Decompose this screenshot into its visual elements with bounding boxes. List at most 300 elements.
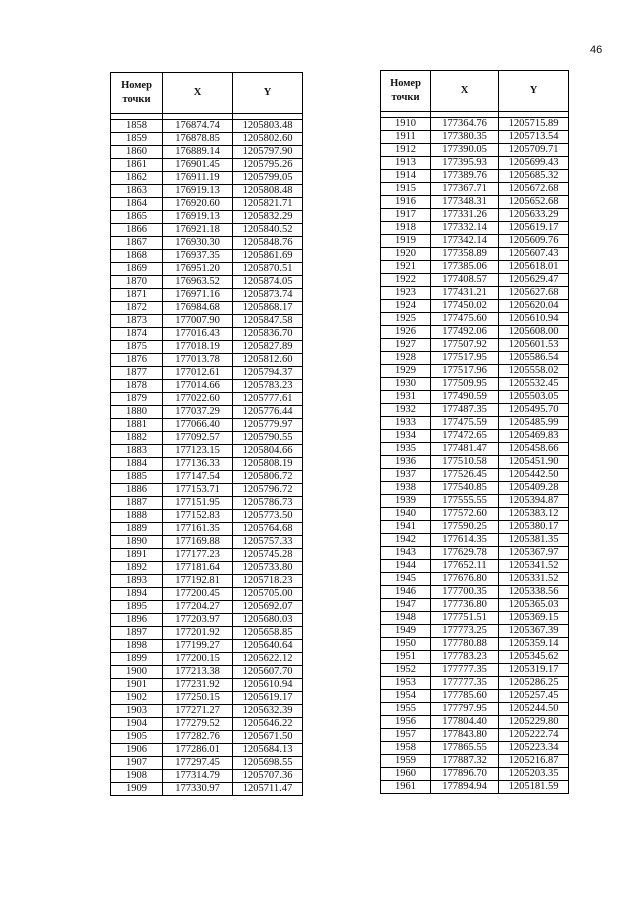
point-number-cell: 1903 bbox=[111, 705, 163, 718]
table-row bbox=[111, 380, 303, 393]
x-coordinate-cell: 177177.23 bbox=[163, 549, 233, 562]
point-number-cell: 1859 bbox=[111, 133, 163, 146]
table-row bbox=[111, 536, 303, 549]
table-row bbox=[381, 534, 569, 547]
point-number-cell: 1941 bbox=[381, 521, 431, 534]
x-coordinate-cell: 176971.16 bbox=[163, 289, 233, 302]
table-row bbox=[381, 404, 569, 417]
x-coordinate-cell: 177123.15 bbox=[163, 445, 233, 458]
y-coordinate-cell: 1205799.05 bbox=[233, 172, 303, 185]
table-row bbox=[381, 456, 569, 469]
table-row bbox=[111, 705, 303, 718]
x-coordinate-cell: 177007.90 bbox=[163, 315, 233, 328]
x-coordinate-cell: 177751.51 bbox=[431, 612, 499, 625]
x-coordinate-cell: 177777.35 bbox=[431, 664, 499, 677]
x-coordinate-cell: 177481.47 bbox=[431, 443, 499, 456]
y-coordinate-cell: 1205848.76 bbox=[233, 237, 303, 250]
y-coordinate-cell: 1205847.58 bbox=[233, 315, 303, 328]
y-coordinate-cell: 1205868.17 bbox=[233, 302, 303, 315]
x-coordinate-cell: 177431.21 bbox=[431, 287, 499, 300]
header-point-number: Номер точки bbox=[381, 71, 431, 112]
y-coordinate-cell: 1205451.90 bbox=[499, 456, 569, 469]
y-coordinate-cell: 1205709.71 bbox=[499, 144, 569, 157]
x-coordinate-cell: 177389.76 bbox=[431, 170, 499, 183]
table-row bbox=[111, 783, 303, 796]
point-number-cell: 1865 bbox=[111, 211, 163, 224]
y-coordinate-cell: 1205797.90 bbox=[233, 146, 303, 159]
table-row bbox=[381, 729, 569, 742]
point-number-cell: 1894 bbox=[111, 588, 163, 601]
x-coordinate-cell: 177330.97 bbox=[163, 783, 233, 796]
table-row bbox=[111, 575, 303, 588]
y-coordinate-cell: 1205658.85 bbox=[233, 627, 303, 640]
point-number-cell: 1876 bbox=[111, 354, 163, 367]
table-row bbox=[381, 417, 569, 430]
point-number-cell: 1937 bbox=[381, 469, 431, 482]
y-coordinate-cell: 1205794.37 bbox=[233, 367, 303, 380]
table-row bbox=[381, 755, 569, 768]
y-coordinate-cell: 1205733.80 bbox=[233, 562, 303, 575]
point-number-cell: 1888 bbox=[111, 510, 163, 523]
point-number-cell: 1915 bbox=[381, 183, 431, 196]
y-coordinate-cell: 1205795.26 bbox=[233, 159, 303, 172]
point-number-cell: 1939 bbox=[381, 495, 431, 508]
table-row bbox=[111, 679, 303, 692]
point-number-cell: 1959 bbox=[381, 755, 431, 768]
x-coordinate-cell: 177629.78 bbox=[431, 547, 499, 560]
y-coordinate-cell: 1205608.00 bbox=[499, 326, 569, 339]
x-coordinate-cell: 177066.40 bbox=[163, 419, 233, 432]
table-row bbox=[381, 599, 569, 612]
table-row bbox=[111, 315, 303, 328]
point-number-cell: 1940 bbox=[381, 508, 431, 521]
y-coordinate-cell: 1205607.43 bbox=[499, 248, 569, 261]
point-number-cell: 1934 bbox=[381, 430, 431, 443]
y-coordinate-cell: 1205790.55 bbox=[233, 432, 303, 445]
table-row bbox=[381, 274, 569, 287]
point-number-cell: 1906 bbox=[111, 744, 163, 757]
table-row bbox=[381, 508, 569, 521]
point-number-cell: 1948 bbox=[381, 612, 431, 625]
table-row bbox=[381, 196, 569, 209]
x-coordinate-cell: 177773.25 bbox=[431, 625, 499, 638]
point-number-cell: 1947 bbox=[381, 599, 431, 612]
y-coordinate-cell: 1205870.51 bbox=[233, 263, 303, 276]
table-row bbox=[381, 365, 569, 378]
table-row bbox=[111, 484, 303, 497]
table-row bbox=[111, 341, 303, 354]
table-row bbox=[111, 263, 303, 276]
point-number-cell: 1895 bbox=[111, 601, 163, 614]
table-row bbox=[381, 300, 569, 313]
point-number-cell: 1916 bbox=[381, 196, 431, 209]
table-row bbox=[111, 250, 303, 263]
point-number-cell: 1942 bbox=[381, 534, 431, 547]
point-number-cell: 1913 bbox=[381, 157, 431, 170]
table-row bbox=[381, 573, 569, 586]
table-row bbox=[381, 235, 569, 248]
y-coordinate-cell: 1205286.25 bbox=[499, 677, 569, 690]
table-row bbox=[381, 352, 569, 365]
table-row bbox=[111, 770, 303, 783]
table-row bbox=[111, 471, 303, 484]
y-coordinate-cell: 1205646.22 bbox=[233, 718, 303, 731]
point-number-cell: 1954 bbox=[381, 690, 431, 703]
point-number-cell: 1945 bbox=[381, 573, 431, 586]
y-coordinate-cell: 1205383.12 bbox=[499, 508, 569, 521]
table-row bbox=[381, 131, 569, 144]
x-coordinate-cell: 177169.88 bbox=[163, 536, 233, 549]
point-number-cell: 1909 bbox=[111, 783, 163, 796]
table-row bbox=[381, 170, 569, 183]
x-coordinate-cell: 177342.14 bbox=[431, 235, 499, 248]
y-coordinate-cell: 1205338.56 bbox=[499, 586, 569, 599]
x-coordinate-cell: 177018.19 bbox=[163, 341, 233, 354]
point-number-cell: 1935 bbox=[381, 443, 431, 456]
x-coordinate-cell: 177013.78 bbox=[163, 354, 233, 367]
table-row bbox=[381, 183, 569, 196]
point-number-cell: 1887 bbox=[111, 497, 163, 510]
point-number-cell: 1910 bbox=[381, 118, 431, 131]
table-row bbox=[111, 744, 303, 757]
y-coordinate-cell: 1205861.69 bbox=[233, 250, 303, 263]
table-row bbox=[381, 157, 569, 170]
x-coordinate-cell: 177286.01 bbox=[163, 744, 233, 757]
y-coordinate-cell: 1205341.52 bbox=[499, 560, 569, 573]
header-y: Y bbox=[233, 73, 303, 114]
point-number-cell: 1914 bbox=[381, 170, 431, 183]
y-coordinate-cell: 1205711.47 bbox=[233, 783, 303, 796]
x-coordinate-cell: 177012.61 bbox=[163, 367, 233, 380]
table-row bbox=[381, 612, 569, 625]
point-number-cell: 1864 bbox=[111, 198, 163, 211]
x-coordinate-cell: 177475.60 bbox=[431, 313, 499, 326]
x-coordinate-cell: 177203.97 bbox=[163, 614, 233, 627]
point-number-cell: 1867 bbox=[111, 237, 163, 250]
x-coordinate-cell: 177213.38 bbox=[163, 666, 233, 679]
table-row bbox=[111, 419, 303, 432]
table-row bbox=[381, 469, 569, 482]
x-coordinate-cell: 177450.02 bbox=[431, 300, 499, 313]
y-coordinate-cell: 1205671.50 bbox=[233, 731, 303, 744]
x-coordinate-cell: 177192.81 bbox=[163, 575, 233, 588]
x-coordinate-cell: 177136.33 bbox=[163, 458, 233, 471]
point-number-cell: 1938 bbox=[381, 482, 431, 495]
x-coordinate-cell: 177201.92 bbox=[163, 627, 233, 640]
header-x: X bbox=[431, 71, 499, 112]
table-row bbox=[111, 406, 303, 419]
point-number-cell: 1896 bbox=[111, 614, 163, 627]
y-coordinate-cell: 1205532.45 bbox=[499, 378, 569, 391]
x-coordinate-cell: 176911.19 bbox=[163, 172, 233, 185]
x-coordinate-cell: 177517.95 bbox=[431, 352, 499, 365]
table-row bbox=[381, 703, 569, 716]
y-coordinate-cell: 1205601.53 bbox=[499, 339, 569, 352]
point-number-cell: 1891 bbox=[111, 549, 163, 562]
table-row bbox=[381, 378, 569, 391]
x-coordinate-cell: 176878.85 bbox=[163, 133, 233, 146]
point-number-cell: 1899 bbox=[111, 653, 163, 666]
x-coordinate-cell: 177492.06 bbox=[431, 326, 499, 339]
table-row bbox=[381, 677, 569, 690]
point-number-cell: 1953 bbox=[381, 677, 431, 690]
y-coordinate-cell: 1205684.13 bbox=[233, 744, 303, 757]
point-number-cell: 1885 bbox=[111, 471, 163, 484]
table-row bbox=[381, 716, 569, 729]
x-coordinate-cell: 176889.14 bbox=[163, 146, 233, 159]
x-coordinate-cell: 177614.35 bbox=[431, 534, 499, 547]
y-coordinate-cell: 1205773.50 bbox=[233, 510, 303, 523]
table-row bbox=[111, 640, 303, 653]
table-row bbox=[381, 287, 569, 300]
x-coordinate-cell: 177181.64 bbox=[163, 562, 233, 575]
table-row bbox=[381, 495, 569, 508]
table-row bbox=[381, 339, 569, 352]
x-coordinate-cell: 177204.27 bbox=[163, 601, 233, 614]
y-coordinate-cell: 1205796.72 bbox=[233, 484, 303, 497]
y-coordinate-cell: 1205610.94 bbox=[499, 313, 569, 326]
table-row bbox=[111, 133, 303, 146]
y-coordinate-cell: 1205618.01 bbox=[499, 261, 569, 274]
point-number-cell: 1861 bbox=[111, 159, 163, 172]
y-coordinate-cell: 1205380.17 bbox=[499, 521, 569, 534]
table-row bbox=[381, 144, 569, 157]
y-coordinate-cell: 1205713.54 bbox=[499, 131, 569, 144]
y-coordinate-cell: 1205394.87 bbox=[499, 495, 569, 508]
point-number-cell: 1897 bbox=[111, 627, 163, 640]
x-coordinate-cell: 176921.18 bbox=[163, 224, 233, 237]
point-number-cell: 1874 bbox=[111, 328, 163, 341]
y-coordinate-cell: 1205757.33 bbox=[233, 536, 303, 549]
y-coordinate-cell: 1205640.64 bbox=[233, 640, 303, 653]
y-coordinate-cell: 1205609.76 bbox=[499, 235, 569, 248]
y-coordinate-cell: 1205873.74 bbox=[233, 289, 303, 302]
point-number-cell: 1912 bbox=[381, 144, 431, 157]
x-coordinate-cell: 177797.95 bbox=[431, 703, 499, 716]
table-row bbox=[381, 638, 569, 651]
y-coordinate-cell: 1205705.00 bbox=[233, 588, 303, 601]
y-coordinate-cell: 1205832.29 bbox=[233, 211, 303, 224]
y-coordinate-cell: 1205632.39 bbox=[233, 705, 303, 718]
y-coordinate-cell: 1205827.89 bbox=[233, 341, 303, 354]
point-number-cell: 1889 bbox=[111, 523, 163, 536]
point-number-cell: 1872 bbox=[111, 302, 163, 315]
x-coordinate-cell: 177279.52 bbox=[163, 718, 233, 731]
point-number-cell: 1868 bbox=[111, 250, 163, 263]
point-number-cell: 1877 bbox=[111, 367, 163, 380]
y-coordinate-cell: 1205836.70 bbox=[233, 328, 303, 341]
point-number-cell: 1866 bbox=[111, 224, 163, 237]
x-coordinate-cell: 177780.88 bbox=[431, 638, 499, 651]
x-coordinate-cell: 176930.30 bbox=[163, 237, 233, 250]
y-coordinate-cell: 1205620.04 bbox=[499, 300, 569, 313]
table-row bbox=[111, 354, 303, 367]
header-point-number: Номер точки bbox=[111, 73, 163, 114]
x-coordinate-cell: 177390.05 bbox=[431, 144, 499, 157]
header-x: X bbox=[163, 73, 233, 114]
x-coordinate-cell: 177297.45 bbox=[163, 757, 233, 770]
x-coordinate-cell: 177358.89 bbox=[431, 248, 499, 261]
y-coordinate-cell: 1205319.17 bbox=[499, 664, 569, 677]
point-number-cell: 1879 bbox=[111, 393, 163, 406]
y-coordinate-cell: 1205257.45 bbox=[499, 690, 569, 703]
table-row bbox=[111, 432, 303, 445]
table-row bbox=[111, 445, 303, 458]
point-number-cell: 1950 bbox=[381, 638, 431, 651]
point-number-cell: 1905 bbox=[111, 731, 163, 744]
point-number-cell: 1904 bbox=[111, 718, 163, 731]
y-coordinate-cell: 1205369.15 bbox=[499, 612, 569, 625]
x-coordinate-cell: 177475.59 bbox=[431, 417, 499, 430]
point-number-cell: 1951 bbox=[381, 651, 431, 664]
point-number-cell: 1943 bbox=[381, 547, 431, 560]
y-coordinate-cell: 1205777.61 bbox=[233, 393, 303, 406]
point-number-cell: 1952 bbox=[381, 664, 431, 677]
x-coordinate-cell: 177147.54 bbox=[163, 471, 233, 484]
table-row bbox=[111, 666, 303, 679]
point-number-cell: 1931 bbox=[381, 391, 431, 404]
table-row bbox=[111, 601, 303, 614]
y-coordinate-cell: 1205629.47 bbox=[499, 274, 569, 287]
y-coordinate-cell: 1205469.83 bbox=[499, 430, 569, 443]
table-row bbox=[111, 510, 303, 523]
table-row bbox=[111, 289, 303, 302]
point-number-cell: 1907 bbox=[111, 757, 163, 770]
table-row bbox=[111, 172, 303, 185]
x-coordinate-cell: 177200.15 bbox=[163, 653, 233, 666]
table-row bbox=[381, 690, 569, 703]
point-number-cell: 1898 bbox=[111, 640, 163, 653]
coordinates-table-right bbox=[380, 70, 569, 794]
y-coordinate-cell: 1205804.66 bbox=[233, 445, 303, 458]
point-number-cell: 1919 bbox=[381, 235, 431, 248]
y-coordinate-cell: 1205359.14 bbox=[499, 638, 569, 651]
x-coordinate-cell: 177507.92 bbox=[431, 339, 499, 352]
x-coordinate-cell: 177700.35 bbox=[431, 586, 499, 599]
x-coordinate-cell: 177161.35 bbox=[163, 523, 233, 536]
point-number-cell: 1911 bbox=[381, 131, 431, 144]
table-row bbox=[111, 237, 303, 250]
y-coordinate-cell: 1205619.17 bbox=[499, 222, 569, 235]
point-number-cell: 1930 bbox=[381, 378, 431, 391]
table-row bbox=[111, 523, 303, 536]
y-coordinate-cell: 1205840.52 bbox=[233, 224, 303, 237]
table-row bbox=[381, 651, 569, 664]
x-coordinate-cell: 177804.40 bbox=[431, 716, 499, 729]
table-row bbox=[381, 781, 569, 794]
x-coordinate-cell: 177676.80 bbox=[431, 573, 499, 586]
y-coordinate-cell: 1205808.19 bbox=[233, 458, 303, 471]
page-number: 46 bbox=[590, 44, 603, 56]
y-coordinate-cell: 1205619.17 bbox=[233, 692, 303, 705]
table-row bbox=[111, 458, 303, 471]
point-number-cell: 1955 bbox=[381, 703, 431, 716]
point-number-cell: 1922 bbox=[381, 274, 431, 287]
y-coordinate-cell: 1205495.70 bbox=[499, 404, 569, 417]
y-coordinate-cell: 1205786.73 bbox=[233, 497, 303, 510]
x-coordinate-cell: 177151.95 bbox=[163, 497, 233, 510]
table-row bbox=[381, 313, 569, 326]
y-coordinate-cell: 1205216.87 bbox=[499, 755, 569, 768]
y-coordinate-cell: 1205779.97 bbox=[233, 419, 303, 432]
x-coordinate-cell: 177348.31 bbox=[431, 196, 499, 209]
y-coordinate-cell: 1205223.34 bbox=[499, 742, 569, 755]
x-coordinate-cell: 177887.32 bbox=[431, 755, 499, 768]
header-y: Y bbox=[499, 71, 569, 112]
y-coordinate-cell: 1205698.55 bbox=[233, 757, 303, 770]
point-number-cell: 1925 bbox=[381, 313, 431, 326]
table-row bbox=[381, 391, 569, 404]
y-coordinate-cell: 1205409.28 bbox=[499, 482, 569, 495]
x-coordinate-cell: 177652.11 bbox=[431, 560, 499, 573]
x-coordinate-cell: 177865.55 bbox=[431, 742, 499, 755]
table-row bbox=[111, 731, 303, 744]
table-row bbox=[111, 276, 303, 289]
y-coordinate-cell: 1205685.32 bbox=[499, 170, 569, 183]
table-row bbox=[381, 664, 569, 677]
y-coordinate-cell: 1205680.03 bbox=[233, 614, 303, 627]
x-coordinate-cell: 177271.27 bbox=[163, 705, 233, 718]
point-number-cell: 1960 bbox=[381, 768, 431, 781]
point-number-cell: 1936 bbox=[381, 456, 431, 469]
table-row bbox=[111, 718, 303, 731]
table-row bbox=[111, 692, 303, 705]
point-number-cell: 1880 bbox=[111, 406, 163, 419]
table-row bbox=[381, 768, 569, 781]
table-row bbox=[111, 497, 303, 510]
x-coordinate-cell: 177250.15 bbox=[163, 692, 233, 705]
table-row bbox=[381, 560, 569, 573]
point-number-cell: 1871 bbox=[111, 289, 163, 302]
x-coordinate-cell: 176951.20 bbox=[163, 263, 233, 276]
point-number-cell: 1870 bbox=[111, 276, 163, 289]
x-coordinate-cell: 177408.57 bbox=[431, 274, 499, 287]
table-row bbox=[381, 742, 569, 755]
table-row bbox=[111, 393, 303, 406]
table-row bbox=[111, 211, 303, 224]
point-number-cell: 1924 bbox=[381, 300, 431, 313]
x-coordinate-cell: 177331.26 bbox=[431, 209, 499, 222]
table-row bbox=[111, 224, 303, 237]
y-coordinate-cell: 1205745.28 bbox=[233, 549, 303, 562]
y-coordinate-cell: 1205874.05 bbox=[233, 276, 303, 289]
y-coordinate-cell: 1205367.39 bbox=[499, 625, 569, 638]
x-coordinate-cell: 176919.13 bbox=[163, 211, 233, 224]
x-coordinate-cell: 177016.43 bbox=[163, 328, 233, 341]
y-coordinate-cell: 1205776.44 bbox=[233, 406, 303, 419]
point-number-cell: 1933 bbox=[381, 417, 431, 430]
table-row bbox=[381, 430, 569, 443]
y-coordinate-cell: 1205633.29 bbox=[499, 209, 569, 222]
y-coordinate-cell: 1205803.48 bbox=[233, 120, 303, 133]
table-row bbox=[381, 625, 569, 638]
y-coordinate-cell: 1205365.03 bbox=[499, 599, 569, 612]
x-coordinate-cell: 177282.76 bbox=[163, 731, 233, 744]
x-coordinate-cell: 177777.35 bbox=[431, 677, 499, 690]
x-coordinate-cell: 177200.45 bbox=[163, 588, 233, 601]
table-row bbox=[111, 302, 303, 315]
table-row bbox=[381, 482, 569, 495]
table-row bbox=[111, 367, 303, 380]
x-coordinate-cell: 177590.25 bbox=[431, 521, 499, 534]
x-coordinate-cell: 176874.74 bbox=[163, 120, 233, 133]
x-coordinate-cell: 177510.58 bbox=[431, 456, 499, 469]
point-number-cell: 1858 bbox=[111, 120, 163, 133]
point-number-cell: 1917 bbox=[381, 209, 431, 222]
point-number-cell: 1918 bbox=[381, 222, 431, 235]
y-coordinate-cell: 1205718.23 bbox=[233, 575, 303, 588]
x-coordinate-cell: 177153.71 bbox=[163, 484, 233, 497]
